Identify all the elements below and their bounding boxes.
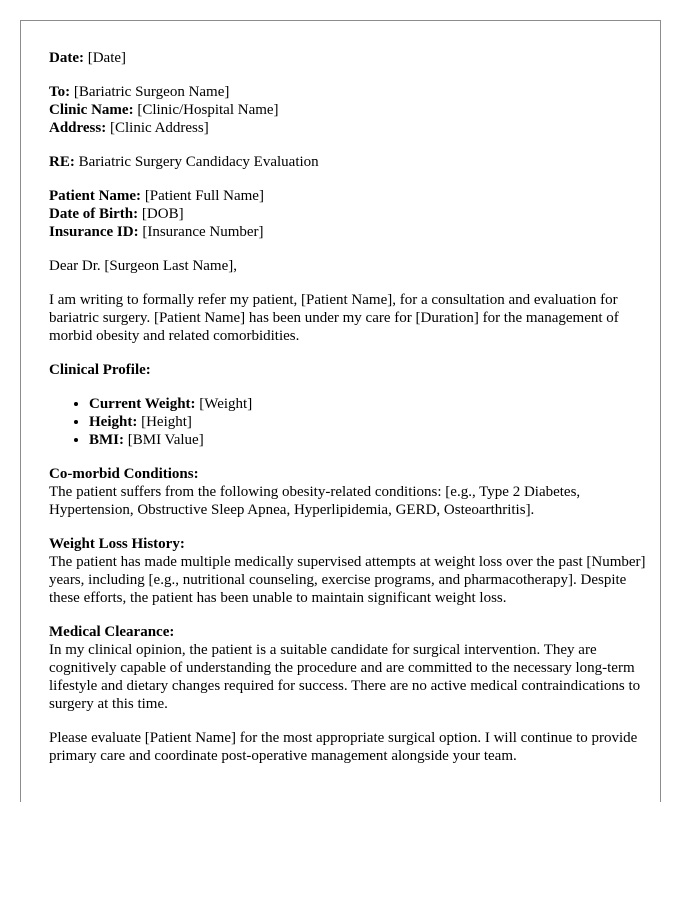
patient-name-line — [49, 187, 649, 205]
clinic-value: [Clinic/Hospital Name] — [137, 102, 279, 118]
comorbid-heading: Co-morbid Conditions: — [49, 466, 199, 482]
weight-loss-heading: Weight Loss History: — [49, 536, 185, 552]
weight-loss-section — [49, 535, 649, 607]
bmi-label: BMI: — [89, 432, 124, 448]
clinic-line — [49, 101, 649, 119]
date-block — [49, 49, 649, 67]
subject-line — [49, 153, 649, 171]
insurance-line — [49, 223, 649, 241]
clearance-text: In my clinical opinion, the patient is a suitable candidate for surgical intervention. They are cognitively capable of understanding the procedure and are committed to the necessary long-term lifestyle and dietary changes required for success. There are no active medical contraindications to surgery at this time. — [49, 642, 641, 712]
clearance-section — [49, 623, 649, 713]
date-label: Date: — [49, 50, 84, 66]
patient-name-label: Patient Name: — [49, 188, 142, 204]
clinical-profile-section — [49, 361, 649, 449]
subject-label: RE: — [49, 154, 75, 170]
date-value: [Date] — [87, 50, 127, 66]
list-item — [89, 431, 649, 449]
weight-label: Current Weight: — [89, 396, 196, 412]
list-item — [89, 395, 649, 413]
address-value: [Clinic Address] — [109, 120, 209, 136]
height-label: Height: — [89, 414, 138, 430]
dob-line — [49, 205, 649, 223]
intro-paragraph: I am writing to formally refer my patient, [Patient Name], for a consultation and evaluation for bariatric surgery. [Patient Name] has been under my care for [Duration] for the management of morbid obesity and related comorbidities. — [49, 292, 619, 344]
comorbid-section — [49, 465, 649, 519]
comorbid-text: The patient suffers from the following obesity-related conditions: [e.g., Type 2 Diabetes, Hypertension, Obstructive Sleep Apnea, Hyperlipidemia, GERD, Osteoarthritis]. — [49, 484, 581, 518]
weight-value: [Weight] — [199, 396, 253, 412]
referral-letter — [49, 49, 649, 781]
clinical-profile-list — [49, 395, 649, 449]
weight-loss-text: The patient has made multiple medically supervised attempts at weight loss over the past [Number] years, including [e.g., nutritional counseling, exercise programs, and pharmacotherapy]. Despite these efforts, the patient has been unable to maintain significant weight loss. — [49, 554, 646, 606]
recipient-block — [49, 83, 649, 137]
address-line — [49, 119, 649, 137]
salutation: Dear Dr. [Surgeon Last Name], — [49, 258, 237, 274]
patient-name-value: [Patient Full Name] — [144, 188, 264, 204]
dob-label: Date of Birth: — [49, 206, 139, 222]
insurance-value: [Insurance Number] — [142, 224, 264, 240]
clinic-label: Clinic Name: — [49, 102, 134, 118]
to-value: [Bariatric Surgeon Name] — [73, 84, 230, 100]
to-line — [49, 83, 649, 101]
closing-paragraph: Please evaluate [Patient Name] for the most appropriate surgical option. I will continue to provide primary care and coordinate post-operative management alongside your team. — [49, 730, 638, 764]
date-line — [49, 49, 649, 67]
list-item — [89, 413, 649, 431]
patient-info-block — [49, 187, 649, 241]
bmi-value: [BMI Value] — [127, 432, 204, 448]
insurance-label: Insurance ID: — [49, 224, 139, 240]
subject-value: Bariatric Surgery Candidacy Evaluation — [78, 154, 319, 170]
dob-value: [DOB] — [141, 206, 184, 222]
clinical-profile-heading: Clinical Profile: — [49, 362, 151, 378]
subject-block — [49, 153, 649, 171]
clearance-heading: Medical Clearance: — [49, 624, 175, 640]
address-label: Address: — [49, 120, 107, 136]
height-value: [Height] — [141, 414, 192, 430]
to-label: To: — [49, 84, 71, 100]
